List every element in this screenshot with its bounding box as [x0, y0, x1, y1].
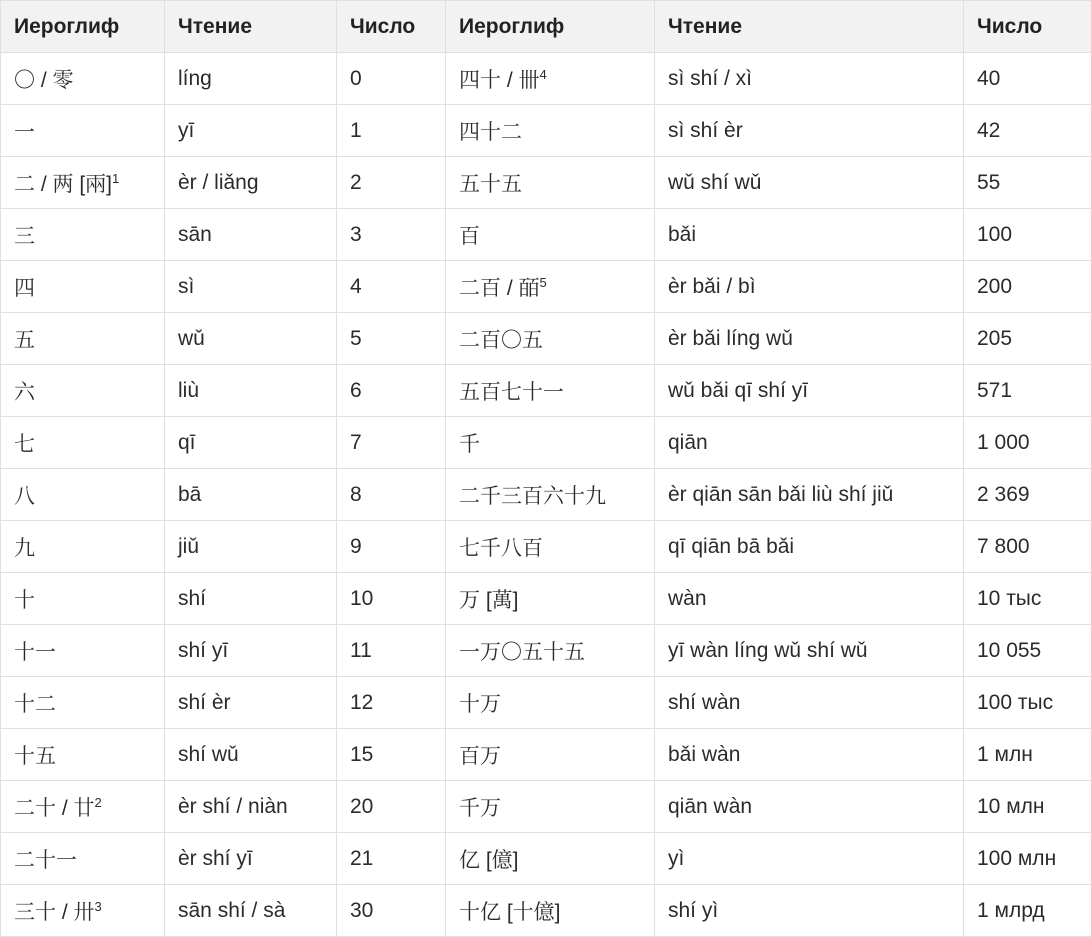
- hieroglyph-cell: [446, 729, 655, 781]
- hieroglyph-cell-text: 十亿 [十億]: [459, 901, 561, 924]
- number-cell: 12: [337, 677, 446, 729]
- reading-cell: èr shí yī: [165, 833, 337, 885]
- hieroglyph-cell: [1, 729, 165, 781]
- header-reading-1: Чтение: [165, 1, 337, 53]
- reading-cell: èr bǎi / bì: [655, 261, 964, 313]
- table-row: [1, 729, 1091, 781]
- reading-cell: sì shí èr: [655, 105, 964, 157]
- header-hieroglyph-1: Иероглиф: [1, 1, 165, 53]
- hieroglyph-cell-text: 一: [14, 121, 35, 144]
- number-cell: 1 млрд: [964, 885, 1091, 937]
- hieroglyph-cell-text: 三: [14, 225, 35, 248]
- number-cell: 40: [964, 53, 1091, 105]
- hieroglyph-cell-text: 四十二: [459, 121, 522, 144]
- hieroglyph-cell-text: 二百 / 皕: [459, 277, 540, 300]
- number-cell: 2 369: [964, 469, 1091, 521]
- hieroglyph-cell-text: 十五: [14, 745, 56, 768]
- hieroglyph-cell: [1, 781, 165, 833]
- reading-cell: yī wàn líng wǔ shí wǔ: [655, 625, 964, 677]
- hieroglyph-cell: [446, 521, 655, 573]
- reading-cell: bǎi: [655, 209, 964, 261]
- hieroglyph-cell: [446, 417, 655, 469]
- hieroglyph-cell: [446, 105, 655, 157]
- footnote-marker: 2: [95, 795, 102, 810]
- reading-cell: qī qiān bā bǎi: [655, 521, 964, 573]
- table-row: [1, 677, 1091, 729]
- number-cell: 0: [337, 53, 446, 105]
- footnote-marker: 5: [540, 275, 547, 290]
- hieroglyph-cell: [1, 209, 165, 261]
- hieroglyph-cell-text: 七千八百: [459, 537, 543, 560]
- hieroglyph-cell-text: 二百〇五: [459, 329, 543, 352]
- reading-cell: jiǔ: [165, 521, 337, 573]
- hieroglyph-cell: [1, 521, 165, 573]
- table-row: [1, 781, 1091, 833]
- table-row: [1, 573, 1091, 625]
- hieroglyph-cell: [1, 469, 165, 521]
- hieroglyph-cell: [1, 885, 165, 937]
- hieroglyph-cell: [1, 573, 165, 625]
- number-cell: 2: [337, 157, 446, 209]
- hieroglyph-cell: [1, 105, 165, 157]
- header-row: [1, 1, 1091, 53]
- table-row: [1, 313, 1091, 365]
- table-row: [1, 417, 1091, 469]
- table-row: [1, 105, 1091, 157]
- reading-cell: liù: [165, 365, 337, 417]
- reading-cell: èr qiān sān bǎi liù shí jiǔ: [655, 469, 964, 521]
- number-cell: 9: [337, 521, 446, 573]
- hieroglyph-cell-text: 四: [14, 277, 35, 300]
- reading-cell: èr bǎi líng wǔ: [655, 313, 964, 365]
- number-cell: 42: [964, 105, 1091, 157]
- hieroglyph-cell: [1, 261, 165, 313]
- reading-cell: shí wàn: [655, 677, 964, 729]
- hieroglyph-cell-text: 十二: [14, 693, 56, 716]
- footnote-marker: 4: [540, 67, 547, 82]
- hieroglyph-cell-text: 〇 / 零: [14, 69, 74, 92]
- number-cell: 200: [964, 261, 1091, 313]
- hieroglyph-cell-text: 百万: [459, 745, 501, 768]
- reading-cell: wǔ: [165, 313, 337, 365]
- reading-cell: yī: [165, 105, 337, 157]
- hieroglyph-cell: [1, 365, 165, 417]
- hieroglyph-cell-text: 十: [14, 589, 35, 612]
- table-row: [1, 53, 1091, 105]
- number-cell: 5: [337, 313, 446, 365]
- hieroglyph-cell: [1, 53, 165, 105]
- hieroglyph-cell-text: 二 / 两 [兩]: [14, 173, 112, 196]
- hieroglyph-cell-text: 二十一: [14, 849, 77, 872]
- reading-cell: èr shí / niàn: [165, 781, 337, 833]
- number-cell: 7: [337, 417, 446, 469]
- number-cell: 10 тыс: [964, 573, 1091, 625]
- number-cell: 30: [337, 885, 446, 937]
- hieroglyph-cell-text: 十万: [459, 693, 501, 716]
- reading-cell: sān: [165, 209, 337, 261]
- hieroglyph-cell: [446, 209, 655, 261]
- hieroglyph-cell-text: 九: [14, 537, 35, 560]
- reading-cell: yì: [655, 833, 964, 885]
- hieroglyph-cell: [446, 781, 655, 833]
- number-cell: 1: [337, 105, 446, 157]
- reading-cell: wǔ bǎi qī shí yī: [655, 365, 964, 417]
- hieroglyph-cell-text: 十一: [14, 641, 56, 664]
- hieroglyph-cell: [446, 677, 655, 729]
- reading-cell: qiān: [655, 417, 964, 469]
- hieroglyph-cell: [1, 833, 165, 885]
- hieroglyph-cell-text: 二十 / 廿: [14, 797, 95, 820]
- hieroglyph-cell-text: 六: [14, 381, 35, 404]
- hieroglyph-cell: [1, 677, 165, 729]
- reading-cell: líng: [165, 53, 337, 105]
- hieroglyph-cell: [446, 573, 655, 625]
- number-cell: 205: [964, 313, 1091, 365]
- reading-cell: shí yì: [655, 885, 964, 937]
- hieroglyph-cell: [446, 261, 655, 313]
- hieroglyph-cell-text: 百: [459, 225, 480, 248]
- number-cell: 100: [964, 209, 1091, 261]
- reading-cell: bǎi wàn: [655, 729, 964, 781]
- hieroglyph-cell-text: 七: [14, 433, 35, 456]
- hieroglyph-cell-text: 亿 [億]: [459, 849, 519, 872]
- reading-cell: sān shí / sà: [165, 885, 337, 937]
- reading-cell: wǔ shí wǔ: [655, 157, 964, 209]
- hieroglyph-cell: [446, 157, 655, 209]
- hieroglyph-cell: [446, 313, 655, 365]
- number-cell: 10: [337, 573, 446, 625]
- hieroglyph-cell: [446, 53, 655, 105]
- reading-cell: qiān wàn: [655, 781, 964, 833]
- reading-cell: èr / liǎng: [165, 157, 337, 209]
- number-cell: 21: [337, 833, 446, 885]
- reading-cell: sì shí / xì: [655, 53, 964, 105]
- header-number-2: Число: [964, 1, 1091, 53]
- reading-cell: qī: [165, 417, 337, 469]
- number-cell: 4: [337, 261, 446, 313]
- hieroglyph-cell: [446, 833, 655, 885]
- hieroglyph-cell: [446, 365, 655, 417]
- hieroglyph-cell: [1, 313, 165, 365]
- table-row: [1, 885, 1091, 937]
- hieroglyph-cell-text: 千万: [459, 797, 501, 820]
- number-cell: 15: [337, 729, 446, 781]
- number-cell: 8: [337, 469, 446, 521]
- hieroglyph-cell: [446, 885, 655, 937]
- hieroglyph-cell-text: 千: [459, 433, 480, 456]
- number-cell: 100 тыс: [964, 677, 1091, 729]
- hieroglyph-cell-text: 二千三百六十九: [459, 485, 606, 508]
- hieroglyph-cell-text: 一万〇五十五: [459, 641, 585, 664]
- number-cell: 10 млн: [964, 781, 1091, 833]
- reading-cell: sì: [165, 261, 337, 313]
- hieroglyph-cell-text: 五: [14, 329, 35, 352]
- number-cell: 1 000: [964, 417, 1091, 469]
- hieroglyph-cell: [1, 157, 165, 209]
- hieroglyph-cell-text: 四十 / 卌: [459, 69, 540, 92]
- reading-cell: shí wǔ: [165, 729, 337, 781]
- hieroglyph-cell-text: 三十 / 卅: [14, 901, 95, 924]
- table-row: [1, 521, 1091, 573]
- table-row: [1, 365, 1091, 417]
- hieroglyph-cell-text: 五十五: [459, 173, 522, 196]
- hieroglyph-cell-text: 五百七十一: [459, 381, 564, 404]
- number-cell: 7 800: [964, 521, 1091, 573]
- number-cell: 55: [964, 157, 1091, 209]
- footnote-marker: 1: [112, 171, 119, 186]
- hieroglyph-cell-text: 万 [萬]: [459, 589, 519, 612]
- reading-cell: shí èr: [165, 677, 337, 729]
- number-cell: 10 055: [964, 625, 1091, 677]
- reading-cell: shí yī: [165, 625, 337, 677]
- table-row: [1, 625, 1091, 677]
- table-row: [1, 469, 1091, 521]
- hieroglyph-cell: [446, 469, 655, 521]
- table-row: [1, 261, 1091, 313]
- header-hieroglyph-2: Иероглиф: [446, 1, 655, 53]
- hieroglyph-cell: [1, 625, 165, 677]
- number-cell: 20: [337, 781, 446, 833]
- header-reading-2: Чтение: [655, 1, 964, 53]
- table-row: [1, 209, 1091, 261]
- number-cell: 1 млн: [964, 729, 1091, 781]
- number-cell: 100 млн: [964, 833, 1091, 885]
- number-cell: 11: [337, 625, 446, 677]
- footnote-marker: 3: [95, 899, 102, 914]
- table-row: [1, 157, 1091, 209]
- reading-cell: bā: [165, 469, 337, 521]
- hieroglyph-cell: [1, 417, 165, 469]
- number-cell: 571: [964, 365, 1091, 417]
- number-cell: 3: [337, 209, 446, 261]
- number-cell: 6: [337, 365, 446, 417]
- reading-cell: wàn: [655, 573, 964, 625]
- header-number-1: Число: [337, 1, 446, 53]
- hieroglyph-cell: [446, 625, 655, 677]
- hieroglyph-cell-text: 八: [14, 485, 35, 508]
- table-row: [1, 833, 1091, 885]
- reading-cell: shí: [165, 573, 337, 625]
